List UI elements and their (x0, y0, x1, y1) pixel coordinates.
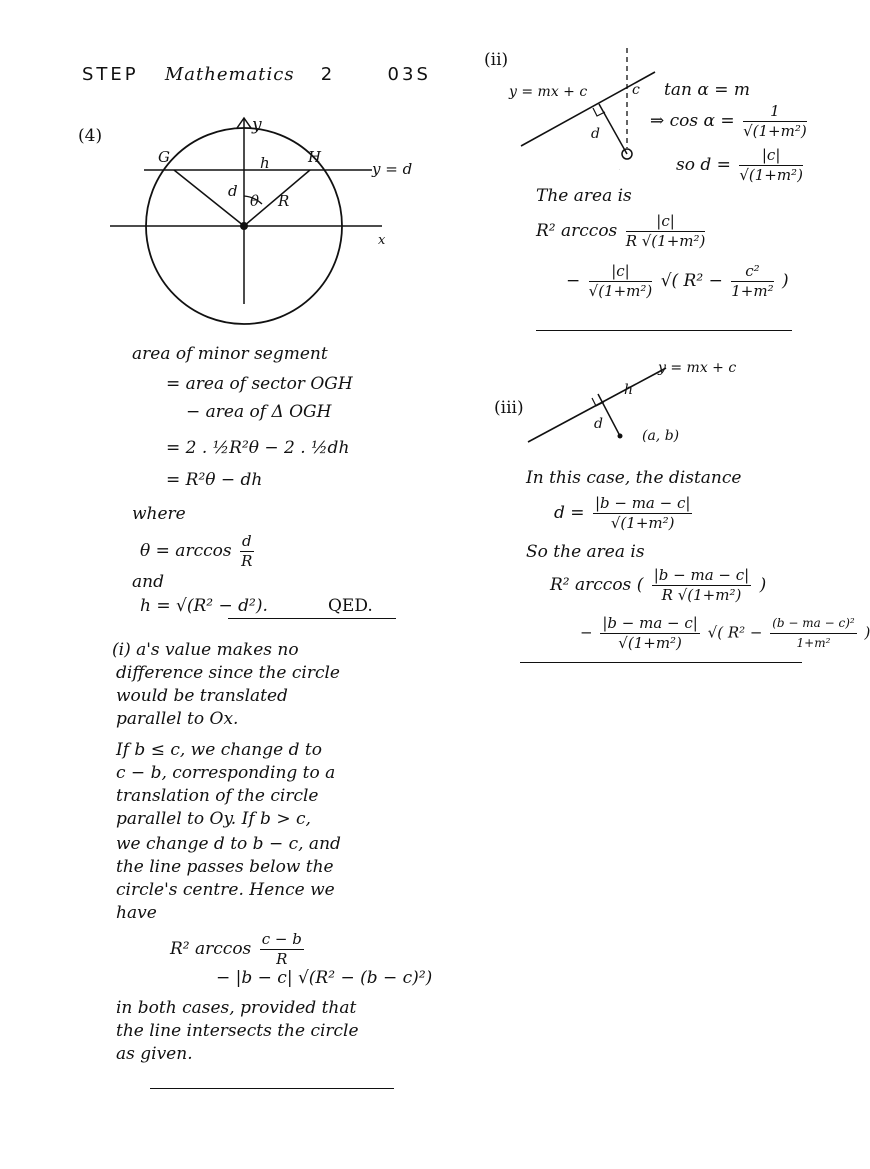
fraction-denominator: R (276, 950, 288, 968)
page-header (82, 64, 431, 85)
divider (520, 662, 802, 663)
fraction-denominator: √(1+m²) (739, 166, 803, 184)
fraction-numerator: c² (731, 262, 773, 282)
text-line: area of minor segment (132, 344, 328, 364)
fraction-numerator: d (241, 532, 252, 550)
paren-close: ) (759, 575, 767, 595)
d-relation (676, 146, 806, 185)
d-label: d (591, 126, 600, 142)
line-y-d-label: y = d (372, 160, 413, 178)
part-i-formula (170, 930, 307, 969)
part-iii-label: (iii) (494, 398, 524, 418)
h-label: h (624, 382, 634, 398)
fraction-numerator: |c| (589, 262, 653, 282)
text-line: parallel to Ox. (116, 709, 239, 729)
fraction-numerator: 1 (743, 102, 807, 122)
formula-fraction (260, 930, 304, 969)
d-lhs: so d = (676, 155, 731, 175)
d-lhs: d = (554, 503, 585, 523)
part-iii-area-formula (550, 566, 766, 605)
d-label: d (594, 416, 603, 432)
fraction-denominator: R (241, 552, 253, 570)
text-line: parallel to Oy. If b > c, (116, 809, 311, 829)
text-line: in both cases, provided that (116, 998, 357, 1018)
tan-relation: tan α = m (664, 80, 750, 100)
part-iii-area-line2 (580, 614, 870, 653)
x-axis-label: x (378, 233, 386, 248)
fraction-numerator: |c| (626, 212, 706, 232)
fraction-numerator: |c| (739, 146, 803, 166)
text-line: the line intersects the circle (116, 1021, 359, 1041)
line2-fraction (589, 262, 653, 301)
text-line: translation of the circle (116, 786, 319, 806)
c-label: c (632, 82, 640, 98)
theta-lhs: θ (140, 541, 151, 561)
part-iii-intro: In this case, the distance (526, 468, 742, 488)
text-line: = 2 . ½R²θ − 2 . ½dh (166, 438, 350, 458)
text-line: we change d to b − c, and (116, 834, 341, 854)
text-line: c − b, corresponding to a (116, 763, 336, 783)
header-subject: Mathematics (164, 64, 295, 85)
divider (228, 618, 396, 619)
text-line: circle's centre. Hence we (116, 880, 335, 900)
point-h-label: H (308, 148, 322, 166)
text-line: and (132, 572, 164, 592)
text-line: h = √(R² − d²). (140, 596, 268, 616)
point-g-label: G (158, 148, 170, 166)
part-ii-label: (ii) (484, 50, 509, 70)
header-year: 03S (387, 64, 431, 85)
root-open: √( R² − (660, 271, 723, 291)
perpendicular-d (599, 104, 627, 154)
fraction-denominator: 1+m² (731, 282, 774, 300)
cos-lhs: ⇒ cos α = (650, 111, 735, 131)
fraction-denominator: √(1+m²) (618, 634, 682, 652)
segment-d-label: d (228, 182, 238, 200)
origin-label: O (619, 170, 620, 171)
point-line-diagram (520, 352, 740, 452)
text-line: = area of sector OGH (166, 374, 353, 394)
divider (536, 330, 792, 331)
fraction-numerator: |b − ma − c| (602, 614, 698, 632)
fraction-denominator: R √(1+m²) (661, 586, 742, 604)
circle-diagram (110, 108, 420, 328)
text-line: where (132, 504, 186, 524)
theta-arccos: = arccos (155, 541, 232, 561)
line2-fraction (600, 614, 700, 653)
d-fraction (739, 146, 803, 185)
point-dot (618, 434, 623, 439)
part4-label: (4) (78, 126, 103, 146)
divider (150, 1088, 394, 1089)
fraction-numerator: c − b (261, 930, 302, 948)
fraction-numerator: |b − ma − c| (594, 494, 691, 512)
root-close: ) (864, 623, 870, 642)
root-open: √( R² − (707, 623, 763, 642)
text-line: If b ≤ c, we change d to (116, 740, 322, 760)
part-i-formula-line2: − |b − c| √(R² − (b − c)²) (216, 968, 433, 988)
area-intro: The area is (536, 186, 632, 206)
distance-fraction (593, 494, 693, 533)
part-ii-area-line2 (566, 262, 789, 301)
segment-h-label: h (260, 154, 270, 172)
fraction-denominator: √(1+m²) (588, 282, 653, 300)
root-fraction (731, 262, 773, 301)
text-line: have (116, 903, 157, 923)
text-line: = R²θ − dh (166, 470, 263, 490)
text-line: difference since the circle (116, 663, 340, 683)
theta-formula (140, 532, 257, 571)
line-label: y = mx + c (509, 84, 588, 100)
theta-label: θ (250, 192, 260, 210)
area-lhs: R² arccos (536, 221, 618, 241)
area-fraction (626, 212, 706, 251)
fraction-denominator: √(1+m²) (610, 514, 675, 532)
text-line: would be translated (116, 686, 288, 706)
header-paper: 2 (320, 64, 336, 85)
header-step: STEP (82, 64, 139, 85)
area-lhs: R² arccos (550, 575, 632, 595)
cos-relation (650, 102, 810, 141)
cos-fraction (743, 102, 807, 141)
paren-open: ( (636, 575, 644, 595)
distance-formula (554, 494, 695, 533)
minus-sign: − (566, 271, 581, 291)
root-fraction (770, 614, 856, 653)
fraction-numerator: (b − ma − c)² (770, 614, 856, 634)
area-fraction (652, 566, 752, 605)
formula-lhs: R² arccos (170, 939, 252, 959)
minus-sign: − (580, 623, 593, 642)
text-line: the line passes below the (116, 857, 334, 877)
fraction-denominator: R √(1+m²) (625, 232, 706, 250)
fraction-numerator: |b − ma − c| (653, 566, 750, 584)
y-axis-label: y (252, 115, 262, 135)
text-line: − area of Δ OGH (186, 402, 332, 422)
qed-mark: QED. (328, 596, 373, 616)
fraction-denominator: √(1+m²) (743, 122, 807, 140)
point-label: (a, b) (642, 428, 680, 444)
fraction-denominator: 1+m² (796, 636, 831, 650)
theta-fraction (240, 532, 254, 571)
area-intro: So the area is (526, 542, 645, 562)
part-ii-area-formula (536, 212, 708, 251)
line-label: y = mx + c (658, 360, 737, 376)
radius-label: R (278, 192, 290, 210)
text-line: (i) a's value makes no (112, 640, 299, 660)
origin-dot (240, 222, 248, 230)
text-line: as given. (116, 1044, 193, 1064)
root-close: ) (782, 271, 789, 291)
